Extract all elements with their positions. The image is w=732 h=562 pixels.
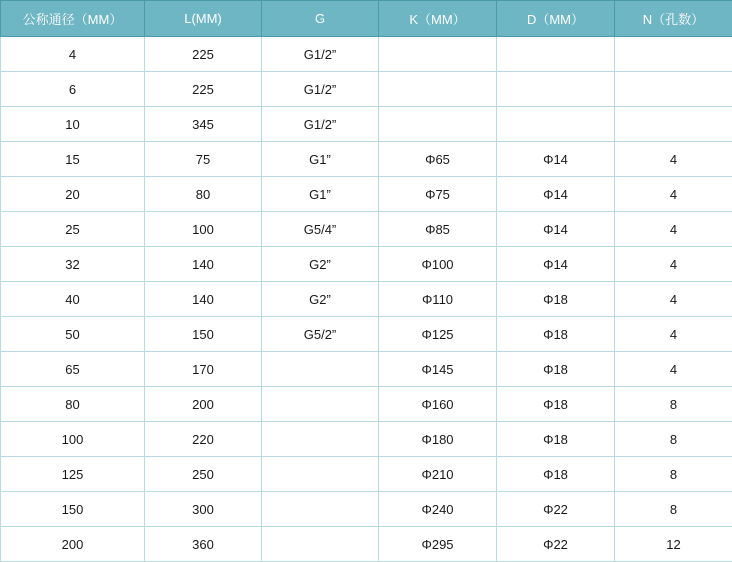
cell-nominal-diameter: 150 (1, 492, 145, 527)
cell-thread: G2” (262, 282, 379, 317)
cell-length: 300 (145, 492, 262, 527)
cell-length: 140 (145, 247, 262, 282)
cell-k: Φ180 (379, 422, 497, 457)
cell-nominal-diameter: 15 (1, 142, 145, 177)
cell-length: 200 (145, 387, 262, 422)
cell-d (497, 37, 615, 72)
cell-k: Φ85 (379, 212, 497, 247)
column-header-k: K（MM） (379, 1, 497, 37)
cell-hole-count: 4 (615, 212, 732, 247)
cell-k: Φ210 (379, 457, 497, 492)
cell-k: Φ295 (379, 527, 497, 562)
cell-length: 80 (145, 177, 262, 212)
cell-nominal-diameter: 50 (1, 317, 145, 352)
cell-length: 250 (145, 457, 262, 492)
cell-thread: G5/4” (262, 212, 379, 247)
table-row (1, 457, 732, 492)
cell-hole-count: 8 (615, 422, 732, 457)
table-row (1, 317, 732, 352)
cell-hole-count: 8 (615, 492, 732, 527)
cell-length: 225 (145, 37, 262, 72)
cell-nominal-diameter: 4 (1, 37, 145, 72)
column-header-nominal-diameter: 公称通径（MM） (1, 1, 145, 37)
cell-k (379, 107, 497, 142)
cell-thread: G1” (262, 142, 379, 177)
cell-nominal-diameter: 20 (1, 177, 145, 212)
cell-thread: G1/2” (262, 37, 379, 72)
table-row (1, 422, 732, 457)
cell-nominal-diameter: 80 (1, 387, 145, 422)
cell-hole-count (615, 72, 732, 107)
cell-k: Φ145 (379, 352, 497, 387)
cell-thread (262, 352, 379, 387)
cell-nominal-diameter: 40 (1, 282, 145, 317)
cell-length: 360 (145, 527, 262, 562)
cell-thread (262, 387, 379, 422)
cell-nominal-diameter: 65 (1, 352, 145, 387)
cell-thread: G5/2” (262, 317, 379, 352)
cell-length: 170 (145, 352, 262, 387)
cell-hole-count: 4 (615, 282, 732, 317)
cell-k: Φ65 (379, 142, 497, 177)
cell-length: 225 (145, 72, 262, 107)
cell-thread: G1/2” (262, 72, 379, 107)
table-body (1, 37, 732, 562)
cell-d: Φ22 (497, 527, 615, 562)
cell-k (379, 37, 497, 72)
table-row (1, 107, 732, 142)
table-row (1, 72, 732, 107)
cell-nominal-diameter: 6 (1, 72, 145, 107)
column-header-hole-count: N（孔数） (615, 1, 732, 37)
table-row (1, 352, 732, 387)
column-header-d: D（MM） (497, 1, 615, 37)
cell-d: Φ22 (497, 492, 615, 527)
cell-d: Φ18 (497, 422, 615, 457)
cell-d: Φ14 (497, 212, 615, 247)
cell-nominal-diameter: 100 (1, 422, 145, 457)
header-row (1, 1, 732, 37)
cell-d (497, 72, 615, 107)
table-row (1, 527, 732, 562)
cell-d (497, 107, 615, 142)
table-row (1, 492, 732, 527)
cell-hole-count: 12 (615, 527, 732, 562)
cell-nominal-diameter: 25 (1, 212, 145, 247)
table-row (1, 282, 732, 317)
table-header (1, 1, 732, 37)
cell-thread: G2” (262, 247, 379, 282)
cell-length: 345 (145, 107, 262, 142)
table-row (1, 247, 732, 282)
cell-thread (262, 527, 379, 562)
cell-hole-count: 4 (615, 177, 732, 212)
cell-d: Φ18 (497, 352, 615, 387)
table-row (1, 177, 732, 212)
cell-thread (262, 492, 379, 527)
cell-nominal-diameter: 32 (1, 247, 145, 282)
cell-k: Φ240 (379, 492, 497, 527)
column-header-length: L(MM) (145, 1, 262, 37)
cell-nominal-diameter: 10 (1, 107, 145, 142)
table-row (1, 37, 732, 72)
cell-nominal-diameter: 125 (1, 457, 145, 492)
cell-k: Φ125 (379, 317, 497, 352)
cell-thread (262, 457, 379, 492)
cell-length: 220 (145, 422, 262, 457)
cell-k (379, 72, 497, 107)
table-row (1, 387, 732, 422)
cell-k: Φ75 (379, 177, 497, 212)
column-header-thread: G (262, 1, 379, 37)
cell-length: 100 (145, 212, 262, 247)
cell-thread (262, 422, 379, 457)
cell-d: Φ18 (497, 282, 615, 317)
cell-hole-count (615, 107, 732, 142)
cell-thread: G1” (262, 177, 379, 212)
cell-hole-count: 8 (615, 387, 732, 422)
cell-k: Φ100 (379, 247, 497, 282)
cell-hole-count: 4 (615, 317, 732, 352)
cell-length: 140 (145, 282, 262, 317)
cell-d: Φ18 (497, 317, 615, 352)
cell-length: 150 (145, 317, 262, 352)
cell-d: Φ18 (497, 457, 615, 492)
cell-k: Φ110 (379, 282, 497, 317)
cell-k: Φ160 (379, 387, 497, 422)
cell-nominal-diameter: 200 (1, 527, 145, 562)
cell-hole-count: 4 (615, 352, 732, 387)
table-row (1, 212, 732, 247)
table-row (1, 142, 732, 177)
cell-length: 75 (145, 142, 262, 177)
cell-hole-count: 8 (615, 457, 732, 492)
cell-d: Φ14 (497, 142, 615, 177)
cell-hole-count: 4 (615, 142, 732, 177)
cell-thread: G1/2” (262, 107, 379, 142)
cell-hole-count: 4 (615, 247, 732, 282)
cell-d: Φ14 (497, 247, 615, 282)
cell-hole-count (615, 37, 732, 72)
cell-d: Φ18 (497, 387, 615, 422)
cell-d: Φ14 (497, 177, 615, 212)
